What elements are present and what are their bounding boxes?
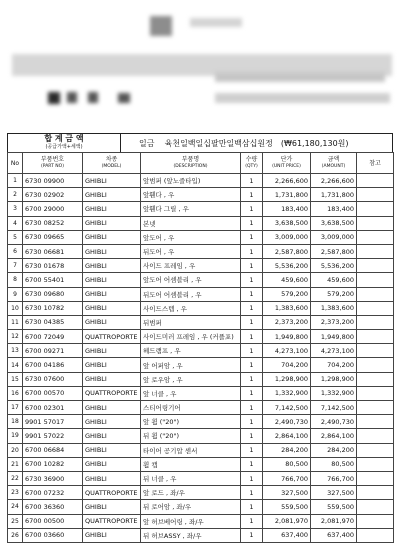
table-header-row	[8, 153, 394, 174]
model-cell: GHIBLI	[83, 174, 141, 188]
unit-price-cell: 2,490,730	[263, 415, 311, 429]
model-cell: GHIBLI	[83, 457, 141, 471]
column-header-sublabel: (QTY)	[245, 164, 258, 169]
part-number-cell: 6730 09900	[23, 174, 83, 188]
description-cell: 앞도어 어셈블리 , 우	[141, 273, 241, 287]
model-cell: GHIBLI	[83, 301, 141, 315]
table-row	[8, 372, 394, 386]
amount-cell: 637,400	[311, 528, 357, 542]
quantity-cell: 1	[241, 514, 263, 528]
note-cell	[357, 457, 394, 471]
table-row	[8, 415, 394, 429]
amount-cell: 7,142,500	[311, 401, 357, 415]
amount-cell: 459,600	[311, 273, 357, 287]
column-header-label: No	[10, 159, 20, 167]
row-number-cell: 3	[8, 202, 23, 216]
total-amount-bar	[7, 133, 393, 152]
table-row	[8, 273, 394, 287]
unit-price-cell: 1,731,800	[263, 188, 311, 202]
redacted-stamp-2	[67, 92, 77, 103]
unit-price-cell: 80,500	[263, 457, 311, 471]
amount-cell: 766,700	[311, 471, 357, 485]
quantity-cell: 1	[241, 330, 263, 344]
note-cell	[357, 471, 394, 485]
model-cell: GHIBLI	[83, 259, 141, 273]
part-number-cell: 6730 01678	[23, 259, 83, 273]
note-cell	[357, 401, 394, 415]
column-header	[263, 153, 311, 174]
table-row	[8, 429, 394, 443]
quantity-cell: 1	[241, 230, 263, 244]
part-number-cell: 6700 00570	[23, 386, 83, 400]
amount-cell: 579,200	[311, 287, 357, 301]
amount-cell: 1,298,900	[311, 372, 357, 386]
note-cell	[357, 528, 394, 542]
table-row	[8, 486, 394, 500]
row-number-cell: 20	[8, 443, 23, 457]
note-cell	[357, 301, 394, 315]
description-cell: 스티어링기어	[141, 401, 241, 415]
model-cell: GHIBLI	[83, 216, 141, 230]
quantity-cell: 1	[241, 244, 263, 258]
total-amount-korean: 일금 육천일백일십팔만일백삼십원정	[139, 138, 273, 148]
table-row	[8, 202, 394, 216]
row-number-cell: 11	[8, 315, 23, 329]
amount-cell: 704,200	[311, 358, 357, 372]
column-header	[141, 153, 241, 174]
unit-price-cell: 2,373,200	[263, 315, 311, 329]
row-number-cell: 6	[8, 244, 23, 258]
row-number-cell: 8	[8, 273, 23, 287]
quantity-cell: 1	[241, 358, 263, 372]
note-cell	[357, 174, 394, 188]
unit-price-cell: 704,200	[263, 358, 311, 372]
unit-price-cell: 183,400	[263, 202, 311, 216]
quantity-cell: 1	[241, 301, 263, 315]
model-cell: GHIBLI	[83, 188, 141, 202]
table-body	[8, 174, 394, 543]
unit-price-cell: 2,266,600	[263, 174, 311, 188]
part-number-cell: 6700 06684	[23, 443, 83, 457]
note-cell	[357, 344, 394, 358]
redacted-header-text	[190, 18, 242, 27]
part-number-cell: 6730 10782	[23, 301, 83, 315]
column-header	[8, 153, 23, 174]
unit-price-cell: 7,142,500	[263, 401, 311, 415]
amount-cell: 1,383,600	[311, 301, 357, 315]
part-number-cell: 6730 09665	[23, 230, 83, 244]
unit-price-cell: 1,298,900	[263, 372, 311, 386]
description-cell: 본넷	[141, 216, 241, 230]
unit-price-cell: 459,600	[263, 273, 311, 287]
quantity-cell: 1	[241, 344, 263, 358]
redacted-right-info	[215, 93, 390, 103]
model-cell: GHIBLI	[83, 315, 141, 329]
amount-cell: 2,266,600	[311, 174, 357, 188]
model-cell: GHIBLI	[83, 344, 141, 358]
quantity-cell: 1	[241, 216, 263, 230]
redacted-stamp-1	[48, 92, 60, 104]
part-number-cell: 6700 03660	[23, 528, 83, 542]
amount-cell: 327,500	[311, 486, 357, 500]
note-cell	[357, 372, 394, 386]
parts-table	[7, 152, 394, 543]
note-cell	[357, 386, 394, 400]
unit-price-cell: 637,400	[263, 528, 311, 542]
note-cell	[357, 230, 394, 244]
model-cell: GHIBLI	[83, 471, 141, 485]
part-number-cell: 6730 08252	[23, 216, 83, 230]
note-cell	[357, 443, 394, 457]
note-cell	[357, 273, 394, 287]
unit-price-cell: 559,500	[263, 500, 311, 514]
quantity-cell: 1	[241, 386, 263, 400]
unit-price-cell: 4,273,100	[263, 344, 311, 358]
row-number-cell: 4	[8, 216, 23, 230]
description-cell: 앞 어퍼암 , 우	[141, 358, 241, 372]
total-amount-value	[121, 134, 392, 152]
description-cell: 사이드 프레임 , 우	[141, 259, 241, 273]
model-cell: GHIBLI	[83, 500, 141, 514]
description-cell: 앞범퍼 (앞노즐타입)	[141, 174, 241, 188]
row-number-cell: 19	[8, 429, 23, 443]
description-cell: 사이드미러 프레임 , 우 (커플포)	[141, 330, 241, 344]
quantity-cell: 1	[241, 202, 263, 216]
column-header-label: 차종	[105, 156, 118, 163]
unit-price-cell: 3,009,000	[263, 230, 311, 244]
row-number-cell: 25	[8, 514, 23, 528]
redacted-stamp-3	[88, 92, 98, 103]
table-row	[8, 528, 394, 542]
table-row	[8, 315, 394, 329]
quantity-cell: 1	[241, 174, 263, 188]
column-header-label: 금액	[327, 156, 340, 163]
total-amount-sublabel: (공급가액+세액)	[45, 144, 83, 150]
column-header-label: 부품번호	[40, 156, 65, 163]
quantity-cell: 1	[241, 457, 263, 471]
unit-price-cell: 2,081,970	[263, 514, 311, 528]
column-header	[357, 153, 394, 174]
table-row	[8, 287, 394, 301]
table-row	[8, 386, 394, 400]
column-header	[83, 153, 141, 174]
amount-cell: 2,864,100	[311, 429, 357, 443]
part-number-cell: 6700 29000	[23, 202, 83, 216]
column-header-label: 참고	[369, 159, 381, 167]
total-amount-label: 합 계 금 액	[44, 134, 84, 143]
amount-cell: 5,536,200	[311, 259, 357, 273]
table-row	[8, 330, 394, 344]
part-number-cell: 6730 04385	[23, 315, 83, 329]
row-number-cell: 10	[8, 301, 23, 315]
part-number-cell: 6700 02301	[23, 401, 83, 415]
note-cell	[357, 415, 394, 429]
description-cell: 헤드램프 , 우	[141, 344, 241, 358]
part-number-cell: 6700 07232	[23, 486, 83, 500]
amount-cell: 1,332,900	[311, 386, 357, 400]
redacted-stamp-4	[118, 93, 130, 103]
description-cell: 앞 휠 ("20")	[141, 415, 241, 429]
quantity-cell: 1	[241, 486, 263, 500]
quantity-cell: 1	[241, 188, 263, 202]
column-header-sublabel: (PART NO)	[41, 164, 64, 169]
quantity-cell: 1	[241, 259, 263, 273]
note-cell	[357, 315, 394, 329]
model-cell: GHIBLI	[83, 230, 141, 244]
part-number-cell: 6730 07600	[23, 372, 83, 386]
amount-cell: 2,490,730	[311, 415, 357, 429]
model-cell: GHIBLI	[83, 443, 141, 457]
column-header-sublabel: (UNIT PRICE)	[272, 164, 301, 169]
table-row	[8, 471, 394, 485]
description-cell: 사이드스텝 , 우	[141, 301, 241, 315]
model-cell: GHIBLI	[83, 202, 141, 216]
model-cell: GHIBLI	[83, 429, 141, 443]
part-number-cell: 9901 57017	[23, 415, 83, 429]
note-cell	[357, 330, 394, 344]
model-cell: QUATTROPORTE	[83, 514, 141, 528]
description-cell: 뒤 휠 ("20")	[141, 429, 241, 443]
column-header-label: 수량	[245, 156, 258, 163]
table-row	[8, 443, 394, 457]
note-cell	[357, 244, 394, 258]
amount-cell: 2,587,800	[311, 244, 357, 258]
part-number-cell: 6700 04186	[23, 358, 83, 372]
amount-cell: 559,500	[311, 500, 357, 514]
quantity-cell: 1	[241, 287, 263, 301]
row-number-cell: 12	[8, 330, 23, 344]
description-cell: 휠 캡	[141, 457, 241, 471]
part-number-cell: 6700 10282	[23, 457, 83, 471]
amount-cell: 1,731,800	[311, 188, 357, 202]
amount-cell: 284,200	[311, 443, 357, 457]
model-cell: GHIBLI	[83, 244, 141, 258]
unit-price-cell: 1,383,600	[263, 301, 311, 315]
unit-price-cell: 579,200	[263, 287, 311, 301]
amount-cell: 2,081,970	[311, 514, 357, 528]
note-cell	[357, 514, 394, 528]
row-number-cell: 18	[8, 415, 23, 429]
quantity-cell: 1	[241, 528, 263, 542]
row-number-cell: 7	[8, 259, 23, 273]
model-cell: GHIBLI	[83, 287, 141, 301]
row-number-cell: 16	[8, 386, 23, 400]
model-cell: GHIBLI	[83, 273, 141, 287]
model-cell: QUATTROPORTE	[83, 330, 141, 344]
unit-price-cell: 284,200	[263, 443, 311, 457]
quantity-cell: 1	[241, 273, 263, 287]
row-number-cell: 26	[8, 528, 23, 542]
column-header-label: 부품명	[181, 156, 200, 163]
model-cell: GHIBLI	[83, 415, 141, 429]
row-number-cell: 14	[8, 358, 23, 372]
amount-cell: 183,400	[311, 202, 357, 216]
unit-price-cell: 1,949,800	[263, 330, 311, 344]
model-cell: GHIBLI	[83, 372, 141, 386]
table-row	[8, 457, 394, 471]
description-cell: 앞 허브베어링 , 좌/우	[141, 514, 241, 528]
row-number-cell: 9	[8, 287, 23, 301]
row-number-cell: 1	[8, 174, 23, 188]
table-row	[8, 244, 394, 258]
note-cell	[357, 486, 394, 500]
part-number-cell: 9901 57022	[23, 429, 83, 443]
note-cell	[357, 216, 394, 230]
row-number-cell: 13	[8, 344, 23, 358]
amount-cell: 3,638,500	[311, 216, 357, 230]
amount-cell: 3,009,000	[311, 230, 357, 244]
row-number-cell: 17	[8, 401, 23, 415]
model-cell: GHIBLI	[83, 358, 141, 372]
part-number-cell: 6700 00500	[23, 514, 83, 528]
total-amount-label-cell	[8, 134, 121, 152]
unit-price-cell: 2,864,100	[263, 429, 311, 443]
row-number-cell: 22	[8, 471, 23, 485]
table-row	[8, 301, 394, 315]
description-cell: 뒤 허브ASSY , 좌/우	[141, 528, 241, 542]
model-cell: GHIBLI	[83, 528, 141, 542]
quantity-cell: 1	[241, 315, 263, 329]
amount-cell: 80,500	[311, 457, 357, 471]
quantity-cell: 1	[241, 372, 263, 386]
note-cell	[357, 202, 394, 216]
amount-cell: 2,373,200	[311, 315, 357, 329]
amount-cell: 1,949,800	[311, 330, 357, 344]
row-number-cell: 24	[8, 500, 23, 514]
column-header-label: 단가	[280, 156, 293, 163]
row-number-cell: 5	[8, 230, 23, 244]
description-cell: 앞도어 , 우	[141, 230, 241, 244]
unit-price-cell: 327,500	[263, 486, 311, 500]
table-row	[8, 259, 394, 273]
row-number-cell: 21	[8, 457, 23, 471]
unit-price-cell: 3,638,500	[263, 216, 311, 230]
table-row	[8, 230, 394, 244]
quantity-cell: 1	[241, 415, 263, 429]
part-number-cell: 6730 36900	[23, 471, 83, 485]
column-header	[241, 153, 263, 174]
quantity-cell: 1	[241, 443, 263, 457]
description-cell: 뒤 로어암 , 좌/우	[141, 500, 241, 514]
note-cell	[357, 429, 394, 443]
part-number-cell: 6700 36360	[23, 500, 83, 514]
description-cell: 앞휀다 그릴 , 우	[141, 202, 241, 216]
unit-price-cell: 5,536,200	[263, 259, 311, 273]
part-number-cell: 6700 09271	[23, 344, 83, 358]
column-header-sublabel: (MODEL)	[101, 164, 122, 169]
model-cell: GHIBLI	[83, 401, 141, 415]
unit-price-cell: 2,587,800	[263, 244, 311, 258]
total-amount-number: (₩61,180,130원)	[280, 138, 349, 148]
quantity-cell: 1	[241, 500, 263, 514]
invoice-document	[7, 133, 393, 543]
description-cell: 뒤범퍼	[141, 315, 241, 329]
description-cell: 앞 로우암 , 우	[141, 372, 241, 386]
column-header-sublabel: (AMOUNT)	[321, 164, 346, 169]
redacted-logo	[150, 16, 172, 36]
column-header-sublabel: (DESCRIPTION)	[173, 164, 208, 169]
amount-cell: 4,273,100	[311, 344, 357, 358]
redacted-address	[215, 72, 385, 82]
table-row	[8, 401, 394, 415]
note-cell	[357, 287, 394, 301]
model-cell: QUATTROPORTE	[83, 486, 141, 500]
part-number-cell: 6730 06681	[23, 244, 83, 258]
table-row	[8, 514, 394, 528]
table-row	[8, 358, 394, 372]
column-header	[23, 153, 83, 174]
quantity-cell: 1	[241, 429, 263, 443]
part-number-cell: 6730 09680	[23, 287, 83, 301]
quantity-cell: 1	[241, 401, 263, 415]
quantity-cell: 1	[241, 471, 263, 485]
table-row	[8, 188, 394, 202]
unit-price-cell: 1,332,900	[263, 386, 311, 400]
table-row	[8, 174, 394, 188]
description-cell: 뒤 너클 , 우	[141, 471, 241, 485]
part-number-cell: 6700 72049	[23, 330, 83, 344]
unit-price-cell: 766,700	[263, 471, 311, 485]
description-cell: 앞 로드 , 좌/우	[141, 486, 241, 500]
description-cell: 앞 너클 , 우	[141, 386, 241, 400]
row-number-cell: 23	[8, 486, 23, 500]
row-number-cell: 15	[8, 372, 23, 386]
description-cell: 앞휀다 , 우	[141, 188, 241, 202]
column-header	[311, 153, 357, 174]
part-number-cell: 6700 55401	[23, 273, 83, 287]
model-cell: QUATTROPORTE	[83, 386, 141, 400]
description-cell: 타이어 공기압 센서	[141, 443, 241, 457]
description-cell: 뒤도어 어셈블리 , 우	[141, 287, 241, 301]
note-cell	[357, 358, 394, 372]
part-number-cell: 6730 02902	[23, 188, 83, 202]
row-number-cell: 2	[8, 188, 23, 202]
table-row	[8, 500, 394, 514]
note-cell	[357, 500, 394, 514]
table-row	[8, 344, 394, 358]
description-cell: 뒤도어 , 우	[141, 244, 241, 258]
note-cell	[357, 188, 394, 202]
table-row	[8, 216, 394, 230]
note-cell	[357, 259, 394, 273]
